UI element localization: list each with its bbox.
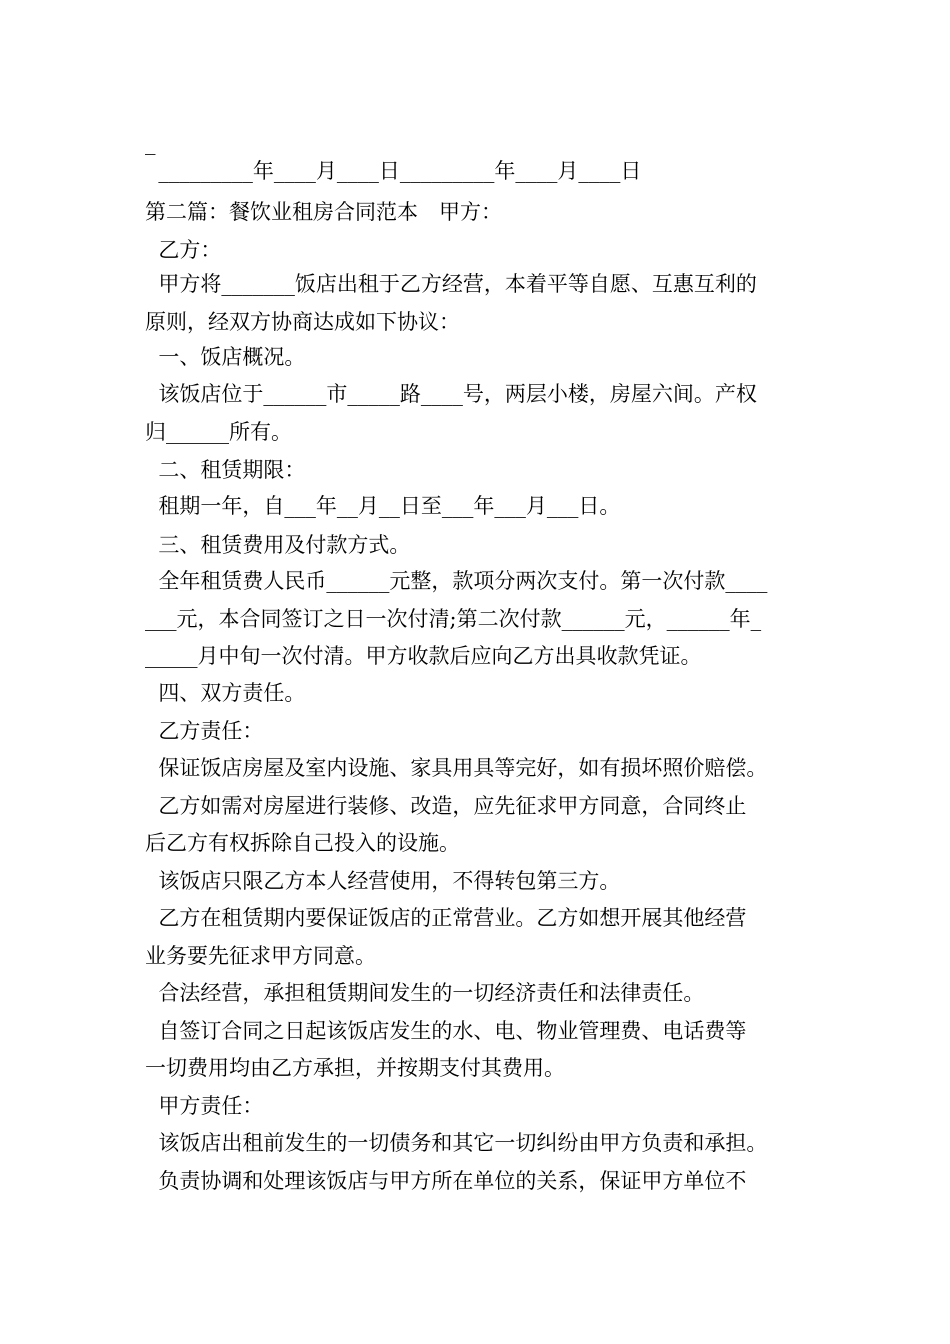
text-line: 原则，经双方协商达成如下协议： [145, 310, 460, 334]
text-line: 租期一年，自___年__月__日至___年___月___日。 [145, 494, 621, 518]
text-line: 后乙方有权拆除自己投入的设施。 [145, 831, 460, 855]
text-line: 乙方： [145, 238, 222, 262]
text-line: 合法经营，承担租赁期间发生的一切经济责任和法律责任。 [145, 981, 705, 1005]
text-line: 该饭店只限乙方本人经营使用，不得转包第三方。 [145, 869, 621, 893]
text-line: _ [145, 131, 156, 155]
text-line: 负责协调和处理该饭店与甲方所在单位的关系，保证甲方单位不 [145, 1169, 747, 1193]
text-line: 乙方如需对房屋进行装修、改造，应先征求甲方同意，合同终止 [145, 794, 747, 818]
text-line: 该饭店位于______市_____路____号，两层小楼，房屋六间。产权 [145, 382, 757, 406]
text-line: 乙方在租赁期内要保证饭店的正常营业。乙方如想开展其他经营 [145, 906, 747, 930]
text-line: _____月中旬一次付清。甲方收款后应向乙方出具收款凭证。 [145, 644, 702, 668]
clause-heading: 三、租赁费用及付款方式。 [145, 533, 411, 557]
text-line: ___元，本合同签订之日一次付清;第二次付款______元，______年_ [145, 607, 762, 631]
text-line: 归______所有。 [145, 420, 292, 444]
clause-heading: 一、饭店概况。 [145, 345, 306, 369]
date-line: _________年____月____日_________年____月____日 [145, 159, 642, 183]
section-title: 第二篇：餐饮业租房合同范本 甲方： [145, 200, 502, 224]
clause-heading: 四、双方责任。 [145, 681, 306, 705]
text-line: 自签订合同之日起该饭店发生的水、电、物业管理费、电话费等 [145, 1019, 747, 1043]
clause-heading: 甲方责任： [145, 1094, 264, 1118]
text-line: 全年租赁费人民币______元整，款项分两次支付。第一次付款____ [145, 569, 768, 593]
text-line: 一切费用均由乙方承担，并按期支付其费用。 [145, 1056, 565, 1080]
text-line: 业务要先征求甲方同意。 [145, 944, 376, 968]
text-line: 该饭店出租前发生的一切债务和其它一切纠纷由甲方负责和承担。 [145, 1131, 768, 1155]
text-line: 甲方将_______饭店出租于乙方经营，本着平等自愿、互惠互利的 [145, 272, 757, 296]
text-line: 乙方责任： [145, 719, 264, 743]
text-line: 保证饭店房屋及室内设施、家具用具等完好，如有损坏照价赔偿。 [145, 756, 768, 780]
clause-heading: 二、租赁期限： [145, 458, 306, 482]
